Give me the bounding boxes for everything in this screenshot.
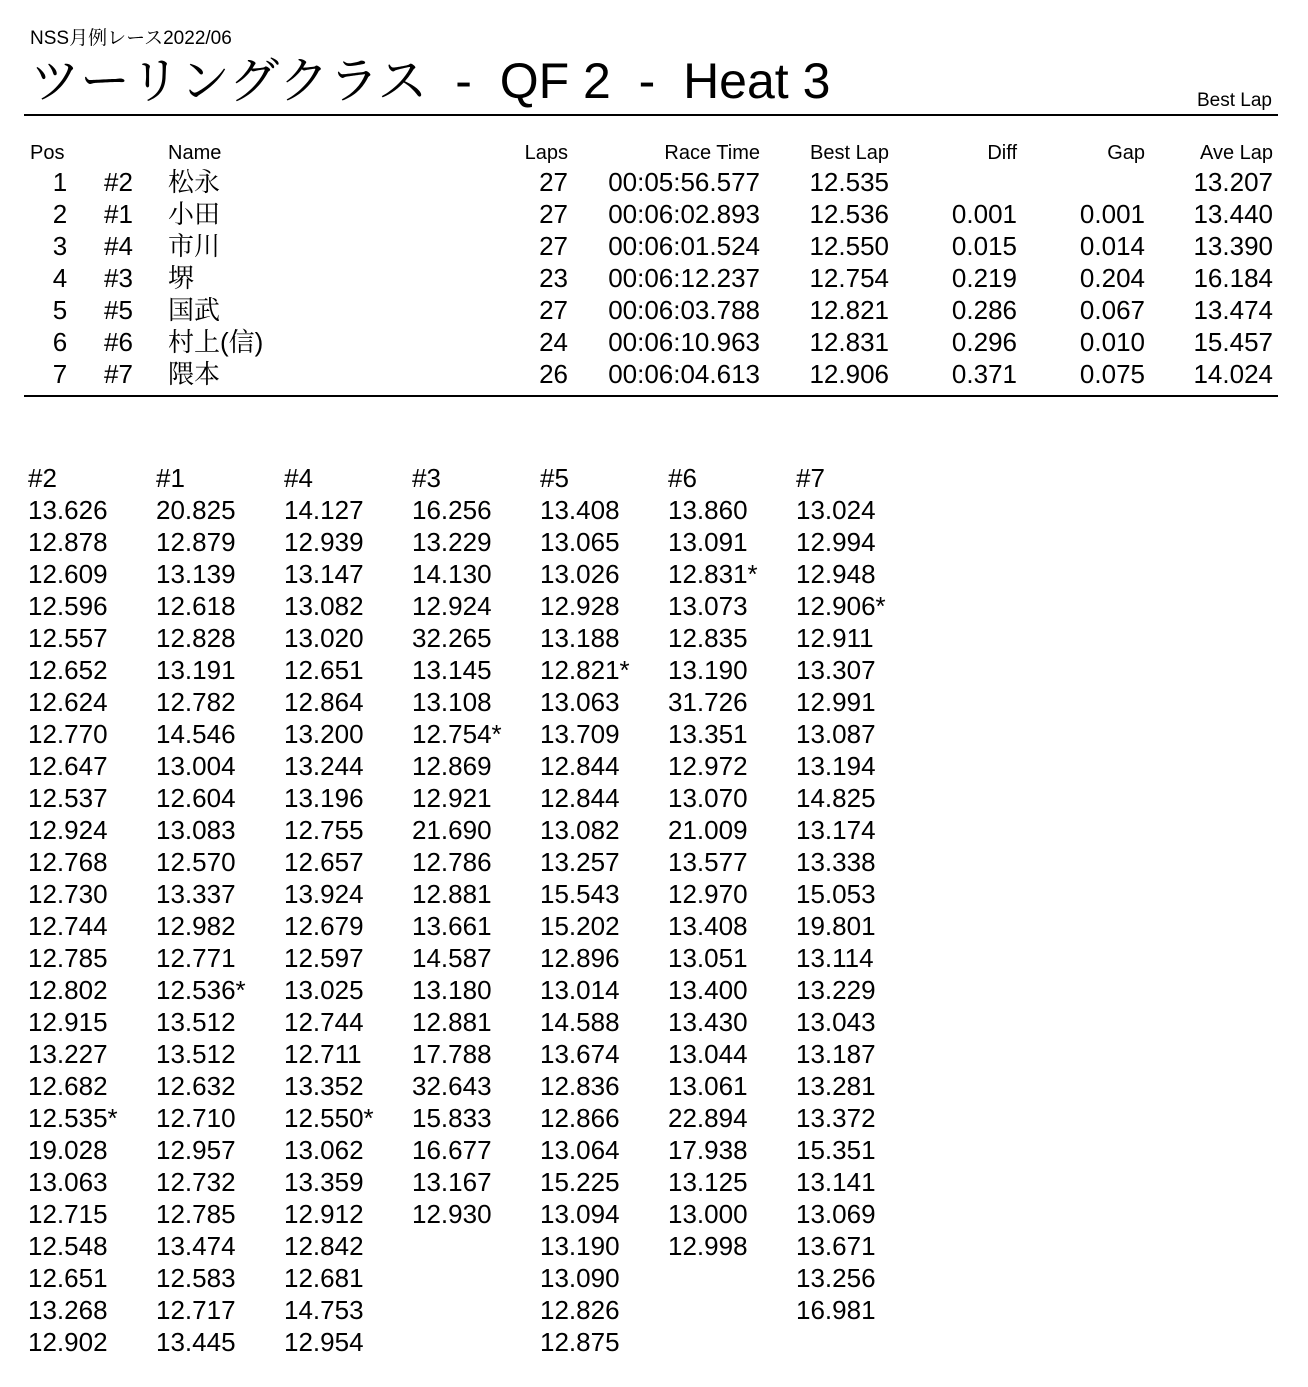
lap-time: 22.894 [668,1103,748,1133]
lap-time: 12.604 [156,783,236,813]
result-row [0,262,1308,294]
result-ave-lap: 15.457 [1193,327,1273,357]
lap-time: 12.957 [156,1135,236,1165]
lap-time: 13.256 [796,1263,876,1293]
lap-time: 12.711 [284,1039,362,1069]
event-subtitle: NSS月例レース2022/06 [30,28,232,49]
lap-time: 17.938 [668,1135,748,1165]
lap-time: 12.875 [540,1327,620,1357]
lap-time: 13.512 [156,1007,236,1037]
lap-time: 12.881 [412,879,492,909]
lap-time: 15.543 [540,879,620,909]
header-best-lap: Best Lap [810,142,889,164]
lap-time: 15.833 [412,1103,492,1133]
lap-time: 13.338 [796,847,876,877]
lap-time: 12.831* [668,559,758,589]
lap-time: 12.896 [540,943,620,973]
result-row [0,358,1308,390]
lap-time: 14.825 [796,783,876,813]
result-laps: 27 [539,199,568,229]
result-laps: 27 [539,295,568,325]
result-diff: 0.286 [951,295,1017,325]
header-gap: Gap [1107,142,1145,164]
lap-time: 12.570 [156,847,236,877]
lap-time: 13.125 [668,1167,748,1197]
lap-time: 12.535* [28,1103,118,1133]
lap-time: 14.546 [156,719,236,749]
lap-time: 13.408 [668,911,748,941]
result-race-time: 00:06:01.524 [608,231,760,261]
header-ave-lap: Ave Lap [1199,142,1273,164]
lap-column [28,462,156,1358]
lap-time: 12.557 [28,623,108,653]
lap-time: 12.754* [412,719,502,749]
result-car-number: #2 [104,167,133,197]
lap-time: 13.268 [28,1295,108,1325]
lap-time: 13.661 [412,911,492,941]
lap-column-header: #1 [156,463,185,493]
lap-time: 12.771 [156,943,236,973]
lap-time: 21.690 [412,815,492,845]
result-driver-name: 村上(信) [168,327,264,357]
result-car-number: #3 [104,263,133,293]
lap-time: 13.227 [28,1039,108,1069]
lap-time: 13.191 [156,655,236,685]
lap-time: 13.196 [284,783,364,813]
lap-time: 12.785 [28,943,108,973]
lap-time: 12.802 [28,975,108,1005]
lap-time: 13.372 [796,1103,876,1133]
lap-time: 12.864 [284,687,364,717]
lap-time: 12.902 [28,1327,108,1357]
lap-time: 13.004 [156,751,236,781]
result-ave-lap: 13.207 [1193,167,1273,197]
lap-time: 13.445 [156,1327,236,1357]
lap-time: 19.028 [28,1135,108,1165]
result-car-number: #6 [104,327,133,357]
lap-time: 13.430 [668,1007,748,1037]
lap-time: 13.024 [796,495,876,525]
lap-time: 12.786 [412,847,492,877]
lap-time: 13.014 [540,975,620,1005]
result-best-lap: 12.550 [809,231,889,261]
result-row [0,326,1308,358]
lap-time: 13.064 [540,1135,620,1165]
result-driver-name: 隈本 [168,359,221,389]
result-ave-lap: 14.024 [1193,359,1273,389]
lap-time: 13.141 [796,1167,876,1197]
result-gap: 0.075 [1079,359,1145,389]
lap-time: 16.256 [412,495,492,525]
lap-time: 12.657 [284,847,364,877]
lap-time: 13.400 [668,975,748,1005]
lap-time: 14.127 [284,495,364,525]
lap-time: 12.939 [284,527,364,557]
lap-time: 13.025 [284,975,364,1005]
lap-time: 32.643 [412,1071,492,1101]
lap-time: 12.911 [796,623,874,653]
header-diff: Diff [987,142,1017,164]
lap-time: 13.244 [284,751,364,781]
lap-time: 12.930 [412,1199,492,1229]
result-best-lap: 12.536 [809,199,889,229]
result-diff: 0.219 [951,263,1017,293]
lap-time: 12.768 [28,847,108,877]
result-gap: 0.204 [1079,263,1145,293]
lap-time: 12.681 [284,1263,364,1293]
result-row [0,166,1308,198]
result-pos: 6 [52,327,68,357]
lap-time: 13.474 [156,1231,236,1261]
lap-time: 15.202 [540,911,620,941]
lap-time: 13.281 [796,1071,876,1101]
result-car-number: #7 [104,359,133,389]
lap-time: 12.921 [412,783,492,813]
result-ave-lap: 16.184 [1193,263,1273,293]
lap-time: 13.145 [412,655,492,685]
lap-column [668,462,796,1262]
page-title: ツーリングクラス - QF 2 - Heat 3 [30,53,831,109]
result-gap: 0.010 [1079,327,1145,357]
result-driver-name: 松永 [168,167,221,197]
lap-time: 20.825 [156,495,236,525]
result-gap: 0.014 [1079,231,1145,261]
result-laps: 26 [539,359,568,389]
lap-time: 13.147 [284,559,364,589]
result-car-number: #1 [104,199,133,229]
lap-time: 13.408 [540,495,620,525]
lap-time: 12.878 [28,527,108,557]
lap-time: 14.588 [540,1007,620,1037]
lap-time: 12.782 [156,687,236,717]
lap-time: 12.624 [28,687,108,717]
lap-time: 19.801 [796,911,876,941]
lap-time: 15.225 [540,1167,620,1197]
lap-time: 12.744 [284,1007,364,1037]
lap-time: 13.190 [540,1231,620,1261]
result-diff: 0.001 [951,199,1017,229]
lap-time: 13.577 [668,847,748,877]
lap-time: 12.651 [284,655,364,685]
lap-time: 12.998 [668,1231,748,1261]
lap-time: 12.991 [796,687,876,717]
lap-time: 13.070 [668,783,748,813]
lap-time: 13.671 [796,1231,876,1261]
lap-time: 12.597 [284,943,364,973]
lap-time: 13.094 [540,1199,620,1229]
lap-time: 32.265 [412,623,492,653]
lap-time: 12.826 [540,1295,620,1325]
lap-time: 12.536* [156,975,246,1005]
lap-time: 13.626 [28,495,108,525]
result-race-time: 00:06:03.788 [608,295,760,325]
lap-time: 15.351 [796,1135,876,1165]
lap-time: 13.087 [796,719,876,749]
lap-column [412,462,540,1230]
lap-time: 13.026 [540,559,620,589]
lap-column-header: #2 [28,463,57,493]
lap-time: 12.928 [540,591,620,621]
result-ave-lap: 13.474 [1193,295,1273,325]
lap-time: 14.130 [412,559,492,589]
lap-time: 31.726 [668,687,748,717]
lap-time: 13.229 [796,975,876,1005]
lap-time: 13.062 [284,1135,364,1165]
lap-time: 13.167 [412,1167,492,1197]
lap-time: 12.924 [28,815,108,845]
result-driver-name: 堺 [168,263,195,293]
lap-time: 12.583 [156,1263,236,1293]
lap-time: 13.051 [668,943,748,973]
lap-time: 17.788 [412,1039,492,1069]
lap-time: 12.730 [28,879,108,909]
result-driver-name: 国武 [168,295,221,325]
result-gap: 0.067 [1079,295,1145,325]
lap-time: 13.020 [284,623,364,653]
results-header-row [0,140,1308,166]
lap-time: 12.550* [284,1103,374,1133]
result-laps: 23 [539,263,568,293]
lap-column-header: #6 [668,463,697,493]
result-best-lap: 12.906 [809,359,889,389]
result-pos: 4 [52,263,68,293]
result-pos: 5 [52,295,68,325]
lap-time: 12.982 [156,911,236,941]
lap-time: 12.679 [284,911,364,941]
lap-time: 13.043 [796,1007,876,1037]
lap-time: 13.108 [412,687,492,717]
lap-time: 13.188 [540,623,620,653]
lap-time: 12.770 [28,719,108,749]
lap-time: 16.981 [796,1295,876,1325]
lap-time: 12.682 [28,1071,108,1101]
result-diff: 0.015 [951,231,1017,261]
lap-time: 13.674 [540,1039,620,1069]
result-race-time: 00:06:12.237 [608,263,760,293]
result-car-number: #4 [104,231,133,261]
lap-time: 13.187 [796,1039,876,1069]
lap-time: 12.821* [540,655,630,685]
lap-time: 13.512 [156,1039,236,1069]
header-name: Name [168,142,222,164]
lap-time: 13.114 [796,943,874,973]
lap-time: 13.063 [540,687,620,717]
lap-time: 12.844 [540,783,620,813]
lap-time: 12.906* [796,591,886,621]
result-ave-lap: 13.390 [1193,231,1273,261]
lap-time: 12.954 [284,1327,364,1357]
result-laps: 27 [539,167,568,197]
lap-time: 13.307 [796,655,876,685]
lap-time: 12.915 [28,1007,108,1037]
lap-time: 12.548 [28,1231,108,1261]
result-best-lap: 12.535 [809,167,889,197]
lap-time: 13.860 [668,495,748,525]
lap-time: 12.596 [28,591,108,621]
lap-column-header: #4 [284,463,313,493]
result-gap: 0.001 [1079,199,1145,229]
lap-time: 13.082 [540,815,620,845]
lap-time: 13.709 [540,719,620,749]
lap-time: 15.053 [796,879,876,909]
result-laps: 24 [539,327,568,357]
lap-column [156,462,284,1358]
result-car-number: #5 [104,295,133,325]
result-best-lap: 12.821 [809,295,889,325]
lap-time: 12.717 [156,1295,236,1325]
lap-column-header: #5 [540,463,569,493]
lap-time: 12.828 [156,623,236,653]
lap-time: 12.912 [284,1199,364,1229]
lap-time: 13.063 [28,1167,108,1197]
lap-time: 21.009 [668,815,748,845]
result-row [0,198,1308,230]
result-row [0,230,1308,262]
lap-time: 12.879 [156,527,236,557]
lap-time: 12.785 [156,1199,236,1229]
lap-time: 13.359 [284,1167,364,1197]
result-diff: 0.371 [951,359,1017,389]
lap-time: 13.200 [284,719,364,749]
lap-time: 13.083 [156,815,236,845]
result-race-time: 00:06:02.893 [608,199,760,229]
lap-column [540,462,668,1358]
lap-time: 12.710 [156,1103,236,1133]
lap-time: 13.174 [796,815,876,845]
lap-column [796,462,924,1326]
lap-column [284,462,412,1358]
lap-time: 13.000 [668,1199,748,1229]
lap-time: 12.651 [28,1263,108,1293]
lap-time: 13.190 [668,655,748,685]
lap-column-header: #3 [412,463,441,493]
lap-time: 12.972 [668,751,748,781]
result-pos: 1 [52,167,68,197]
lap-time: 12.618 [156,591,236,621]
results-divider [24,395,1278,397]
lap-time: 14.753 [284,1295,364,1325]
lap-time: 12.647 [28,751,108,781]
result-race-time: 00:06:04.613 [608,359,760,389]
lap-time: 12.609 [28,559,108,589]
lap-time: 13.069 [796,1199,876,1229]
lap-time: 12.537 [28,783,108,813]
result-driver-name: 市川 [168,231,221,261]
lap-time: 13.073 [668,591,748,621]
header-divider [24,114,1278,116]
lap-time: 12.836 [540,1071,620,1101]
lap-time: 12.970 [668,879,748,909]
result-driver-name: 小田 [168,199,221,229]
result-ave-lap: 13.440 [1193,199,1273,229]
lap-time: 13.337 [156,879,236,909]
lap-time: 13.257 [540,847,620,877]
result-laps: 27 [539,231,568,261]
header-race-time: Race Time [664,142,760,164]
lap-time: 13.082 [284,591,364,621]
lap-time: 12.844 [540,751,620,781]
lap-time: 12.632 [156,1071,236,1101]
result-row [0,294,1308,326]
result-diff: 0.296 [951,327,1017,357]
result-race-time: 00:06:10.963 [608,327,760,357]
lap-time: 16.677 [412,1135,492,1165]
header-pos: Pos [30,142,65,164]
lap-time: 13.229 [412,527,492,557]
result-pos: 3 [52,231,68,261]
lap-time: 13.139 [156,559,236,589]
lap-time: 12.652 [28,655,108,685]
lap-time: 13.061 [668,1071,748,1101]
lap-time: 12.948 [796,559,876,589]
result-best-lap: 12.831 [809,327,889,357]
lap-time: 12.994 [796,527,876,557]
lap-time: 12.744 [28,911,108,941]
lap-time: 13.091 [668,527,748,557]
result-pos: 7 [52,359,68,389]
lap-time: 12.866 [540,1103,620,1133]
result-pos: 2 [52,199,68,229]
lap-time: 13.044 [668,1039,748,1069]
lap-time: 12.755 [284,815,364,845]
lap-time: 12.881 [412,1007,492,1037]
lap-time: 13.924 [284,879,364,909]
lap-time: 13.090 [540,1263,620,1293]
lap-time: 12.842 [284,1231,364,1261]
lap-time: 13.352 [284,1071,364,1101]
result-race-time: 00:05:56.577 [608,167,760,197]
lap-time: 13.194 [796,751,876,781]
lap-time: 14.587 [412,943,492,973]
lap-time: 13.180 [412,975,492,1005]
lap-time: 13.065 [540,527,620,557]
lap-time: 12.835 [668,623,748,653]
lap-time: 12.715 [28,1199,108,1229]
report-type-label: Best Lap [1197,90,1272,111]
lap-time: 12.869 [412,751,492,781]
header-laps: Laps [524,142,568,164]
lap-time: 12.924 [412,591,492,621]
lap-column-header: #7 [796,463,825,493]
lap-time: 12.732 [156,1167,236,1197]
result-best-lap: 12.754 [809,263,889,293]
lap-time: 13.351 [668,719,748,749]
